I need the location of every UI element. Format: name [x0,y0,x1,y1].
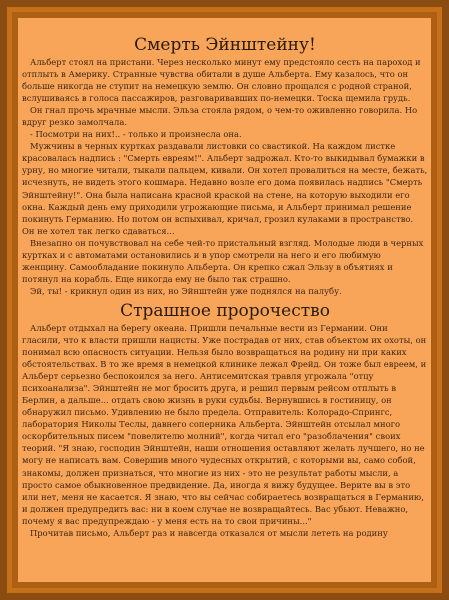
story-paragraph: Эй, ты! - крикнул один из них, но Эйнштейн уже поднялся на палубу. [30,285,342,296]
story-paragraph: Мужчины в черных куртках раздавали листовки со свастикой. На каждом листке красовалась надпись : "Смерть евреям!". Альберт задрожал. Кто-то выкидывал бумажки в урну, но многие читали, тыкали пальцем, кивали. Он хотел провалиться на месте, бежать, исчезнуть, не видеть этого кошмара. Недавно возле его дома появилась надпись "Смерть Эйнштейну!". Она была написана красной краской на стене, на которую выходили его окна. Каждый день ему приходили угрожающие письма, и Альберт принимал решение покинуть Германию. Но потом он вспыхивал, кричал, грозил кулаками в пространство. Он не хотел так легко сдаваться... [22,141,428,236]
story-paragraph: Внезапно он почувствовал на себе чей-то пристальный взгляд. Молодые люди в черных куртках и с автоматами остановились и в упор смотрели на него и его любимую женщину. Самообладание покинуло Альберта. Он крепко сжал Эльзу в объятиях и потянул на корабль. Еще никогда ему не было так страшно. [22,237,424,284]
document-page [18,18,431,582]
prophecy-paragraph: Альберт отдыхал на берегу океана. Пришли печальные вести из Германии. Они гласили, что к власти пришли нацисты. Уже пострадав от них, став объектом их охоты, он понимал всю опасность ситуации. Нельзя было возвращаться на родину ни при каких обстоятельствах. В то же время в немецкой клинике лежал Фрейд. Он тоже был евреем, и Альберт серьезно беспокоился за него. Антисемитская травля угрожала "отцу психоанализа". Эйнштейн не мог бросить друга, и решил первым рейсом отплыть в Берлин, а дальше... отдать свою жизнь в руки судьбы. Вернувшись в гостиницу, он обнаружил письмо. Удивлению не было предела. Отправитель: Колорадо-Спрингс, лаборатория Николы Теслы, давнего соперника Альберта. Эйнштейн отсылал много оскорбительных писем "повелителю молний", когда читал его "разоблачения" своих теорий. "Я знаю, господин Эйнштейн, наши отношения оставляют желать лучшего, но не могу не написать вам. Совершив много чудесных открытий, с которыми вы, само собой, знакомы, должен признаться, что многие из них - это не результат работы мысли, а просто самое обыкновенное предвидение. Да, иногда я вижу будущее. Верите вы в это или нет, меня не касается. Я знаю, что вы сейчас собираетесь возвращаться в Германию, и должен предупредить вас: ни в коем случае не возвращайтесь. Вас убьют. Неважно, почему я вас предупреждаю - у меня есть на то свои причины..." [22,322,427,526]
document-content [22,34,428,539]
story-paragraph: - Посмотри на них!.. - только и произнесла она. [30,129,242,140]
story-title: Смерть Эйнштейну! [134,35,316,55]
prophecy-paragraph: Прочитав письмо, Альберт раз и навсегда отказался от мысли лететь на родину [30,527,388,538]
story-paragraph: Он гнал прочь мрачные мысли. Эльза стояла рядом, о чем-то оживленно говорила. Но вдруг резко замолчала. [22,105,418,128]
prophecy-title: Страшное пророчество [120,300,330,321]
story-paragraph: Альберт стоял на пристани. Через несколько минут ему предстояло сесть на пароход и отплыть в Америку. Странные чувства обитали в душе Альберта. Ему казалось, что он больше никогда не ступит на немецкую землю. Он словно прощался с родной страной, вслушиваясь в голоса пассажиров, разговаривавших по-немецки. Тоска щемила грудь. [22,57,421,104]
